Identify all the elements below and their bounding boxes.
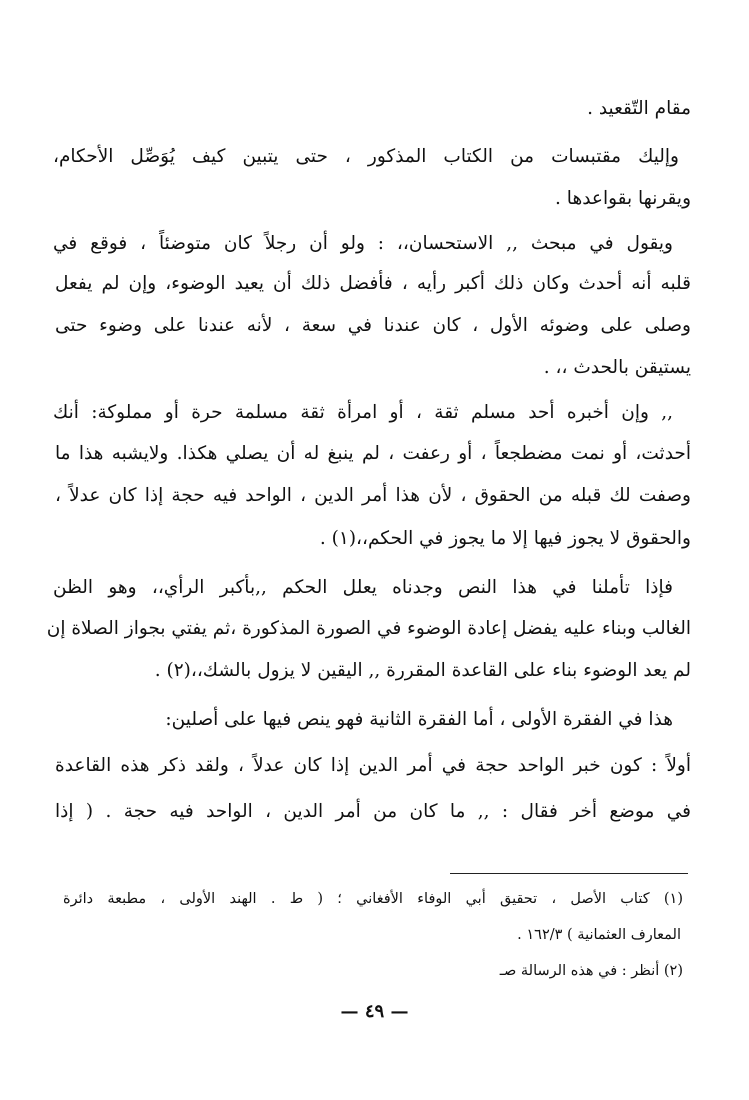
body-line-1: مقام التّقعيد .	[587, 98, 691, 119]
body-line-13: الغالب وبناء عليه يفضل إعادة الوضوء في الصورة المذكورة ،ثم يفتي بجواز الصلاة إن	[46, 618, 691, 639]
body-line-3: ويقرنها بقواعدها .	[555, 188, 691, 209]
body-line-4: ويقول في مبحث ,, الاستحسان،، : ولو أن رجلاً كان متوضئاً ، فوقع في	[53, 233, 673, 254]
body-line-2: وإليك مقتبسات من الكتاب المذكور ، حتى يتبين كيف يُوَصِّل الأحكام،	[53, 146, 679, 167]
body-line-11: والحقوق لا يجوز فيها إلا ما يجوز في الحكم،،(١) .	[319, 528, 691, 549]
body-line-10: وصفت لك قبله من الحقوق ، لأن هذا أمر الدين ، الواحد فيه حجة إذا كان عدلاً ،	[55, 485, 691, 506]
footnote-divider	[450, 873, 688, 874]
body-line-14: لم يعد الوضوء بناء على القاعدة المقررة ,, اليقين لا يزول بالشك،،(٢) .	[154, 660, 691, 681]
body-line-6: وصلى على وضوئه الأول ، كان عندنا في سعة ، لأنه عندنا على وضوء حتى	[55, 315, 691, 336]
body-line-5: قلبه أنه أحدث وكان ذلك أكبر رأيه ، فأفضل ذلك أن يعيد الوضوء، وإن لم يفعل	[55, 273, 691, 294]
body-line-17: في موضع أخر فقال : ,, ما كان من أمر الدين ، الواحد فيه حجة . ( إذا	[55, 801, 691, 822]
body-line-15: هذا في الفقرة الأولى ، أما الفقرة الثانية فهو ينص فيها على أصلين:	[165, 709, 673, 730]
footnote-1-line-2: المعارف العثمانية ) ١٦٢/٣ .	[517, 927, 681, 943]
body-line-12: فإذا تأملنا في هذا النص وجدناه يعلل الحكم ,,بأكبر الرأي،، وهو الظن	[53, 577, 673, 598]
page-number: — ٤٩ —	[340, 1001, 409, 1022]
body-line-8: ,, وإن أخبره أحد مسلم ثقة ، أو امرأة ثقة مسلمة حرة أو مملوكة: أنك	[53, 402, 673, 423]
body-line-7: يستيقن بالحدث ،، .	[543, 357, 691, 378]
footnote-1-line-1: (١) كتاب الأصل ، تحقيق أبي الوفاء الأفغاني ؛ ( ط . الهند الأولى ، مطبعة دائرة	[63, 891, 683, 907]
footnote-2: (٢) أنظر : في هذه الرسالة صـ	[499, 963, 683, 979]
body-line-16: أولاً : كون خبر الواحد حجة في أمر الدين إذا كان عدلاً ، ولقد ذكر هذه القاعدة	[55, 755, 691, 776]
body-line-9: أحدثت، أو نمت مضطجعاً ، أو رعفت ، لم ينبغ له أن يصلي هكذا. ولايشبه هذا ما	[55, 443, 691, 464]
